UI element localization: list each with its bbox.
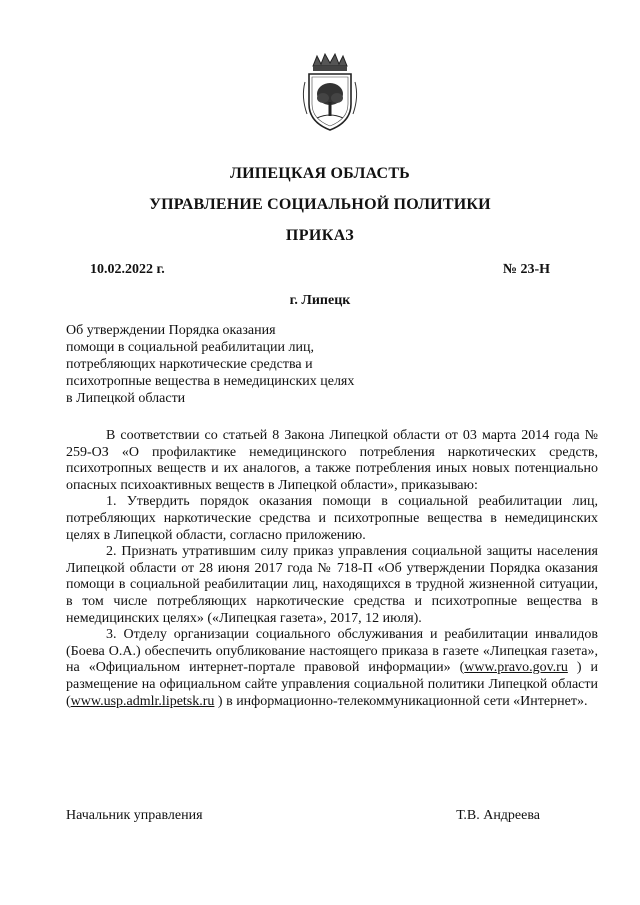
- subject-line: потребляющих наркотические средства и: [66, 357, 313, 372]
- signatory-title: Начальник управления: [66, 808, 203, 823]
- usp-site-link[interactable]: www.usp.admlr.lipetsk.ru: [70, 693, 215, 709]
- order-city: г. Липецк: [289, 293, 351, 308]
- subject-line: помощи в социальной реабилитации лиц,: [66, 340, 315, 355]
- signatory-name: Т.В. Андреева: [456, 808, 540, 823]
- department-title: УПРАВЛЕНИЕ СОЦИАЛЬНОЙ ПОЛИТИКИ: [149, 196, 491, 213]
- subject-line: в Липецкой области: [66, 391, 186, 406]
- region-title: ЛИПЕЦКАЯ ОБЛАСТЬ: [230, 165, 410, 182]
- item-3-text-part3: ) в информационно-телекоммуникационной сети «Интернет».: [214, 693, 588, 709]
- order-body: [66, 428, 598, 710]
- item-3-paragraph: [66, 627, 598, 710]
- item-3-text-part1: 3. Отделу организации социального обслуживания и реабилитации инвалидов (Боева О.А.) обеспечить опубликование настоящего приказа в газете «Липецкая газета», на «Официальном интернет-портале правовой информации» (: [66, 627, 598, 676]
- item-1-paragraph: 1. Утвердить порядок оказания помощи в социальной реабилитации лиц, потребляющих наркотические средства и психотропные вещества в немедицинских целях в Липецкой области, согласно приложению.: [66, 494, 598, 543]
- pravo-link[interactable]: www.pravo.gov.ru: [464, 660, 568, 676]
- preamble-paragraph: В соответствии со статьей 8 Закона Липецкой области от 03 марта 2014 года № 259-ОЗ «О профилактике немедицинского потребления наркотических средств, психотропных веществ и их аналогов, а также потребления иных новых потенциально опасных психоактивных веществ в Липецкой области», приказываю:: [66, 428, 598, 493]
- document-type-title: ПРИКАЗ: [285, 227, 355, 244]
- item-2-paragraph: 2. Признать утратившим силу приказ управления социальной защиты населения Липецкой области от 28 июня 2017 года № 718-П «Об утверждении Порядка оказания помощи в социальной реабилитации лиц, находящихся в трудной жизненной ситуации, в том числе потребляющих наркотические средства и психотропные вещества в немедицинских целях» («Липецкая газета», 2017, 12 июля).: [66, 544, 598, 626]
- item-3-text-part2: ) и размещение на официальном сайте управления социальной политики Липецкой области (: [66, 660, 598, 709]
- subject-line: психотропные вещества в немедицинских целях: [66, 374, 355, 389]
- subject-line: Об утверждении Порядка оказания: [66, 323, 276, 338]
- coat-of-arms-emblem: [299, 52, 361, 134]
- order-number: № 23-Н: [502, 262, 550, 277]
- order-date: 10.02.2022 г.: [90, 262, 165, 277]
- order-subject: [66, 322, 396, 407]
